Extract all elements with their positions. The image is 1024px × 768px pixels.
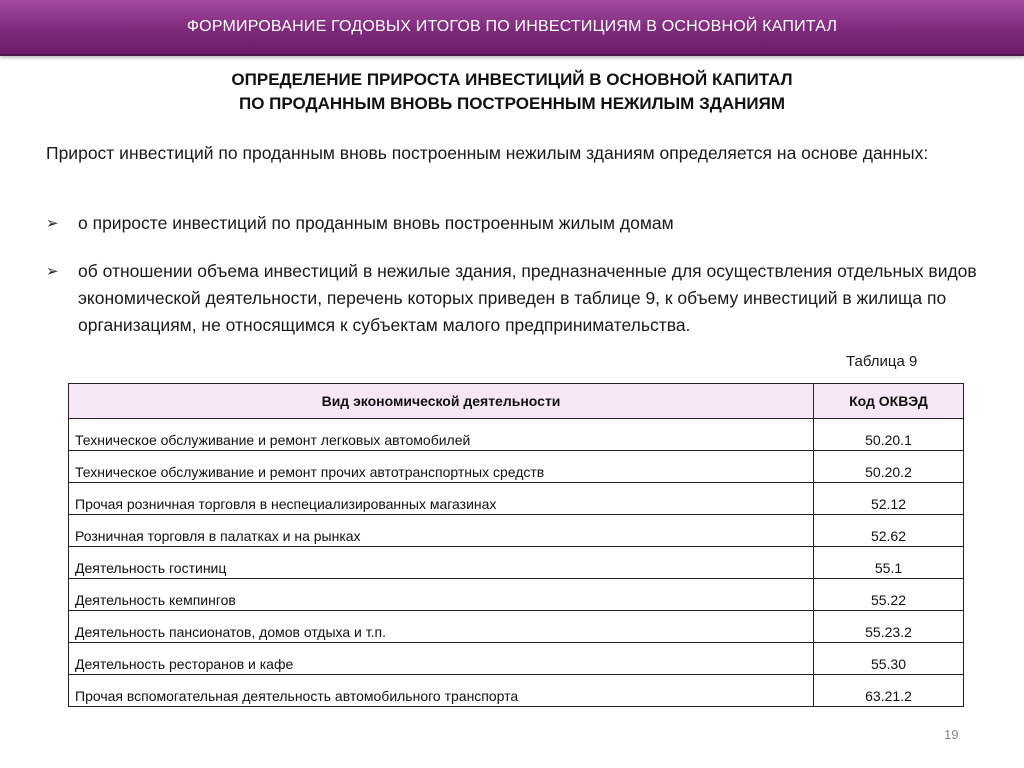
bullet-text: об отношении объема инвестиций в нежилые здания, предназначенные для осуществления отдельных видов экономической деятельности, перечень которых приведен в таблице 9, к объему инвестиций в жилища по организациям, не относящимся к субъектам малого предпринимательства. bbox=[78, 261, 977, 335]
activity-cell: Прочая розничная торговля в неспециализированных магазинах bbox=[69, 483, 814, 515]
subtitle-line-2: ПО ПРОДАННЫМ ВНОВЬ ПОСТРОЕННЫМ НЕЖИЛЫМ ЗДАНИЯМ bbox=[239, 94, 785, 113]
code-cell: 55.1 bbox=[814, 547, 964, 579]
arrow-bullet-icon: ➢ bbox=[46, 262, 59, 280]
activity-cell: Деятельность гостиниц bbox=[69, 547, 814, 579]
bullet-item-2 bbox=[46, 258, 986, 339]
table-header-row bbox=[69, 384, 964, 419]
intro-paragraph: Прирост инвестиций по проданным вновь построенным нежилым зданиям определяется на основе данных: bbox=[46, 143, 929, 163]
arrow-bullet-icon: ➢ bbox=[46, 214, 59, 232]
activity-cell: Прочая вспомогательная деятельность автомобильного транспорта bbox=[69, 675, 814, 707]
code-cell: 63.21.2 bbox=[814, 675, 964, 707]
slide-header-bar bbox=[0, 0, 1024, 56]
table-row bbox=[69, 515, 964, 547]
slide-title: ФОРМИРОВАНИЕ ГОДОВЫХ ИТОГОВ ПО ИНВЕСТИЦИЯМ В ОСНОВНОЙ КАПИТАЛ bbox=[186, 18, 838, 35]
column-header-code: Код ОКВЭД bbox=[814, 384, 964, 419]
activity-cell: Деятельность пансионатов, домов отдыха и т.п. bbox=[69, 611, 814, 643]
subtitle-line-1: ОПРЕДЕЛЕНИЕ ПРИРОСТА ИНВЕСТИЦИЙ В ОСНОВНОЙ КАПИТАЛ bbox=[231, 70, 793, 89]
code-cell: 55.23.2 bbox=[814, 611, 964, 643]
code-cell: 52.62 bbox=[814, 515, 964, 547]
table-row bbox=[69, 483, 964, 515]
okved-table bbox=[68, 383, 964, 707]
table-row bbox=[69, 675, 964, 707]
page-number: 19 bbox=[944, 727, 959, 742]
table-row bbox=[69, 451, 964, 483]
table-caption: Таблица 9 bbox=[846, 353, 918, 370]
activity-cell: Техническое обслуживание и ремонт легковых автомобилей bbox=[69, 419, 814, 451]
slide-subtitle bbox=[0, 68, 1024, 116]
code-cell: 50.20.1 bbox=[814, 419, 964, 451]
table-row bbox=[69, 419, 964, 451]
table-row bbox=[69, 547, 964, 579]
bullet-item-1 bbox=[46, 210, 986, 237]
code-cell: 52.12 bbox=[814, 483, 964, 515]
code-cell: 50.20.2 bbox=[814, 451, 964, 483]
activity-cell: Деятельность кемпингов bbox=[69, 579, 814, 611]
column-header-activity: Вид экономической деятельности bbox=[69, 384, 814, 419]
activity-cell: Деятельность ресторанов и кафе bbox=[69, 643, 814, 675]
table-row bbox=[69, 643, 964, 675]
code-cell: 55.22 bbox=[814, 579, 964, 611]
table-row bbox=[69, 611, 964, 643]
activity-cell: Техническое обслуживание и ремонт прочих автотранспортных средств bbox=[69, 451, 814, 483]
bullet-text: о приросте инвестиций по проданным вновь построенным жилым домам bbox=[78, 213, 674, 233]
table-row bbox=[69, 579, 964, 611]
code-cell: 55.30 bbox=[814, 643, 964, 675]
activity-cell: Розничная торговля в палатках и на рынках bbox=[69, 515, 814, 547]
